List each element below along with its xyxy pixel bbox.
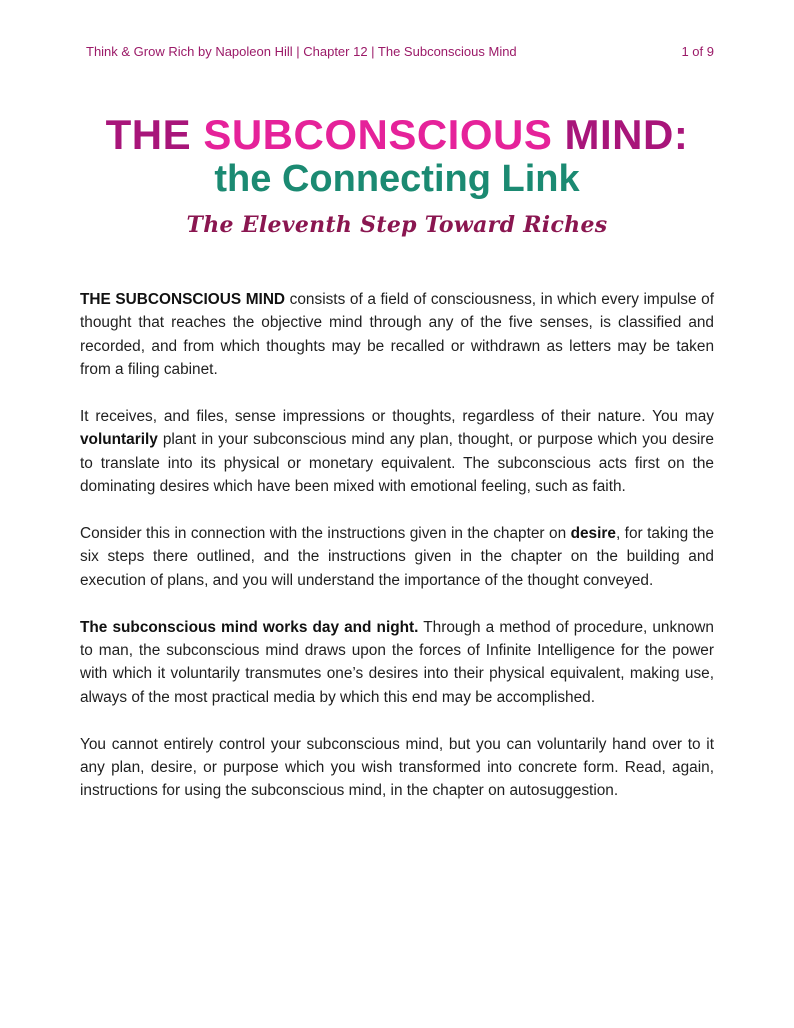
- header-title: Think & Grow Rich by Napoleon Hill | Chapter 12 | The Subconscious Mind: [86, 44, 517, 59]
- running-header: [86, 44, 714, 59]
- chapter-body: [80, 288, 714, 826]
- paragraph-3-after: , for taking the six steps there outlined, and the instructions given in the chapter on the building and execution of plans, and you will understand the importance of the thought conveyed.: [80, 525, 714, 589]
- title-part-mind: MIND:: [552, 111, 689, 158]
- paragraph-3-before: Consider this in connection with the instructions given in the chapter on: [80, 525, 571, 543]
- paragraph-5-text: You cannot entirely control your subconscious mind, but you can voluntarily hand over to it any plan, desire, or purpose which you wish transformed into concrete form. Read, again, instructions for using the subconscious mind, in the chapter on autosuggestion.: [80, 735, 714, 800]
- paragraph-1-bold: THE SUBCONSCIOUS MIND: [80, 291, 286, 308]
- paragraph-2-bold: voluntarily: [80, 431, 158, 449]
- chapter-subtitle: the Connecting Link: [214, 158, 580, 200]
- paragraph-4-text: Through a method of procedure, unknown to man, the subconscious mind draws upon the forces of Infinite Intelligence for the power with which it voluntarily transmutes one’s desires into their physical equivalent, making use, always of the most practical media by which this end may be accomplished.: [80, 618, 714, 706]
- title-part-subconscious: SUBCONSCIOUS: [203, 111, 553, 158]
- chapter-tagline: The Eleventh Step Toward Riches: [186, 212, 608, 238]
- paragraph-2-after: plant in your subconscious mind any plan, thought, or purpose which you desire to translate into its physical or monetary equivalent. The subconscious acts first on the dominating desires which have been mixed with emotional feeling, such as faith.: [80, 431, 714, 496]
- paragraph-4: [80, 616, 714, 710]
- title-part-the: THE: [105, 111, 204, 158]
- paragraph-2: [80, 405, 714, 499]
- paragraph-3-bold: desire: [570, 525, 616, 543]
- paragraph-2-before: It receives, and files, sense impressions or thoughts, regardless of their nature. You may: [80, 408, 714, 426]
- paragraph-4-bold: The subconscious mind works day and night.: [80, 618, 419, 636]
- page-number: 1 of 9: [681, 44, 714, 59]
- paragraph-1-text: consists of a field of consciousness, in which every impulse of thought that reaches the objective mind through any of the five senses, is classified and recorded, and from which thoughts may be recalled or withdrawn as letters may be taken from a filing cabinet.: [80, 291, 714, 379]
- chapter-title: [0, 112, 794, 158]
- paragraph-1: [80, 288, 714, 382]
- paragraph-3: [80, 522, 714, 592]
- paragraph-5: [80, 733, 714, 803]
